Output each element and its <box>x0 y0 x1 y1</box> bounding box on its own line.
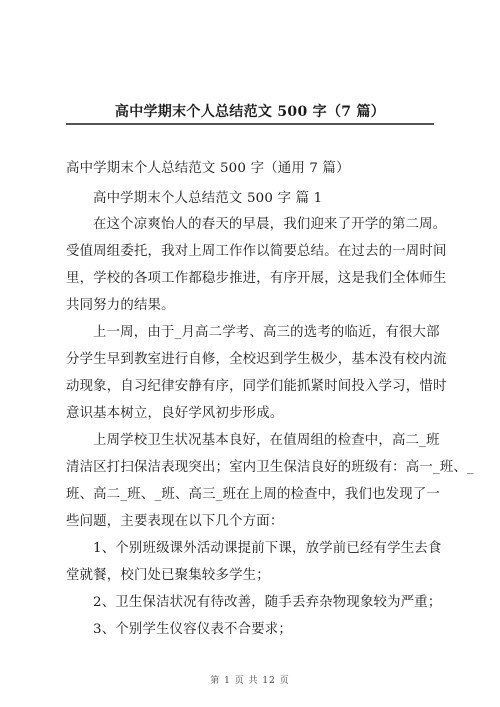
paragraph-line: 意识基本树立，良好学风初步形成。 <box>66 406 284 421</box>
list-item: 3、个别学生仪容仪表不合要求； <box>93 622 292 637</box>
document-title: 高中学期末个人总结范文 500 字（7 篇） <box>114 104 386 120</box>
paragraph-line: 共同努力的结果。 <box>66 298 175 313</box>
subtitle-line: 高中学期末个人总结范文 500 字（通用 7 篇） <box>66 161 350 176</box>
paragraph-line: 动现象，自习纪律安静有序，同学们能抓紧时间投入学习，惜时 <box>66 379 447 394</box>
paragraph-line: 清洁区打扫保洁表现突出；室内卫生保洁良好的班级有：高一_班、_ <box>66 460 474 475</box>
title-divider <box>66 123 434 125</box>
page-number: 第 1 页 共 12 页 <box>210 676 290 686</box>
list-item: 2、卫生保洁状况有待改善，随手丢弃杂物现象较为严重； <box>93 595 442 610</box>
paragraph-line: 里，学校的各项工作都稳步推进，有序开展，这是我们全体师生 <box>66 271 447 286</box>
paragraph-line: 上周学校卫生状况基本良好，在值周组的检查中，高二_班 <box>93 433 440 448</box>
paragraph-line: 些问题，主要表现在以下几个方面： <box>66 514 284 529</box>
section-heading: 高中学期末个人总结范文 500 字 篇 1 <box>93 191 323 206</box>
paragraph-line: 在这个凉爽怡人的春天的早晨，我们迎来了开学的第二周。 <box>93 217 447 232</box>
list-item: 1、个别班级课外活动课提前下课，放学前已经有学生去食 <box>93 541 442 556</box>
paragraph-line: 上一周，由于_月高二学考、高三的选考的临近，有很大部 <box>93 325 440 340</box>
list-item-continuation: 堂就餐，校门处已聚集较多学生； <box>66 568 270 583</box>
paragraph-line: 分学生早到教室进行自修，全校迟到学生极少，基本没有校内流 <box>66 352 447 367</box>
paragraph-line: 受值周组委托，我对上周工作作以简要总结。在过去的一周时间 <box>66 244 447 259</box>
paragraph-line: 班、高二_班、_班、高三_班在上周的检查中，我们也发现了一 <box>66 487 441 502</box>
